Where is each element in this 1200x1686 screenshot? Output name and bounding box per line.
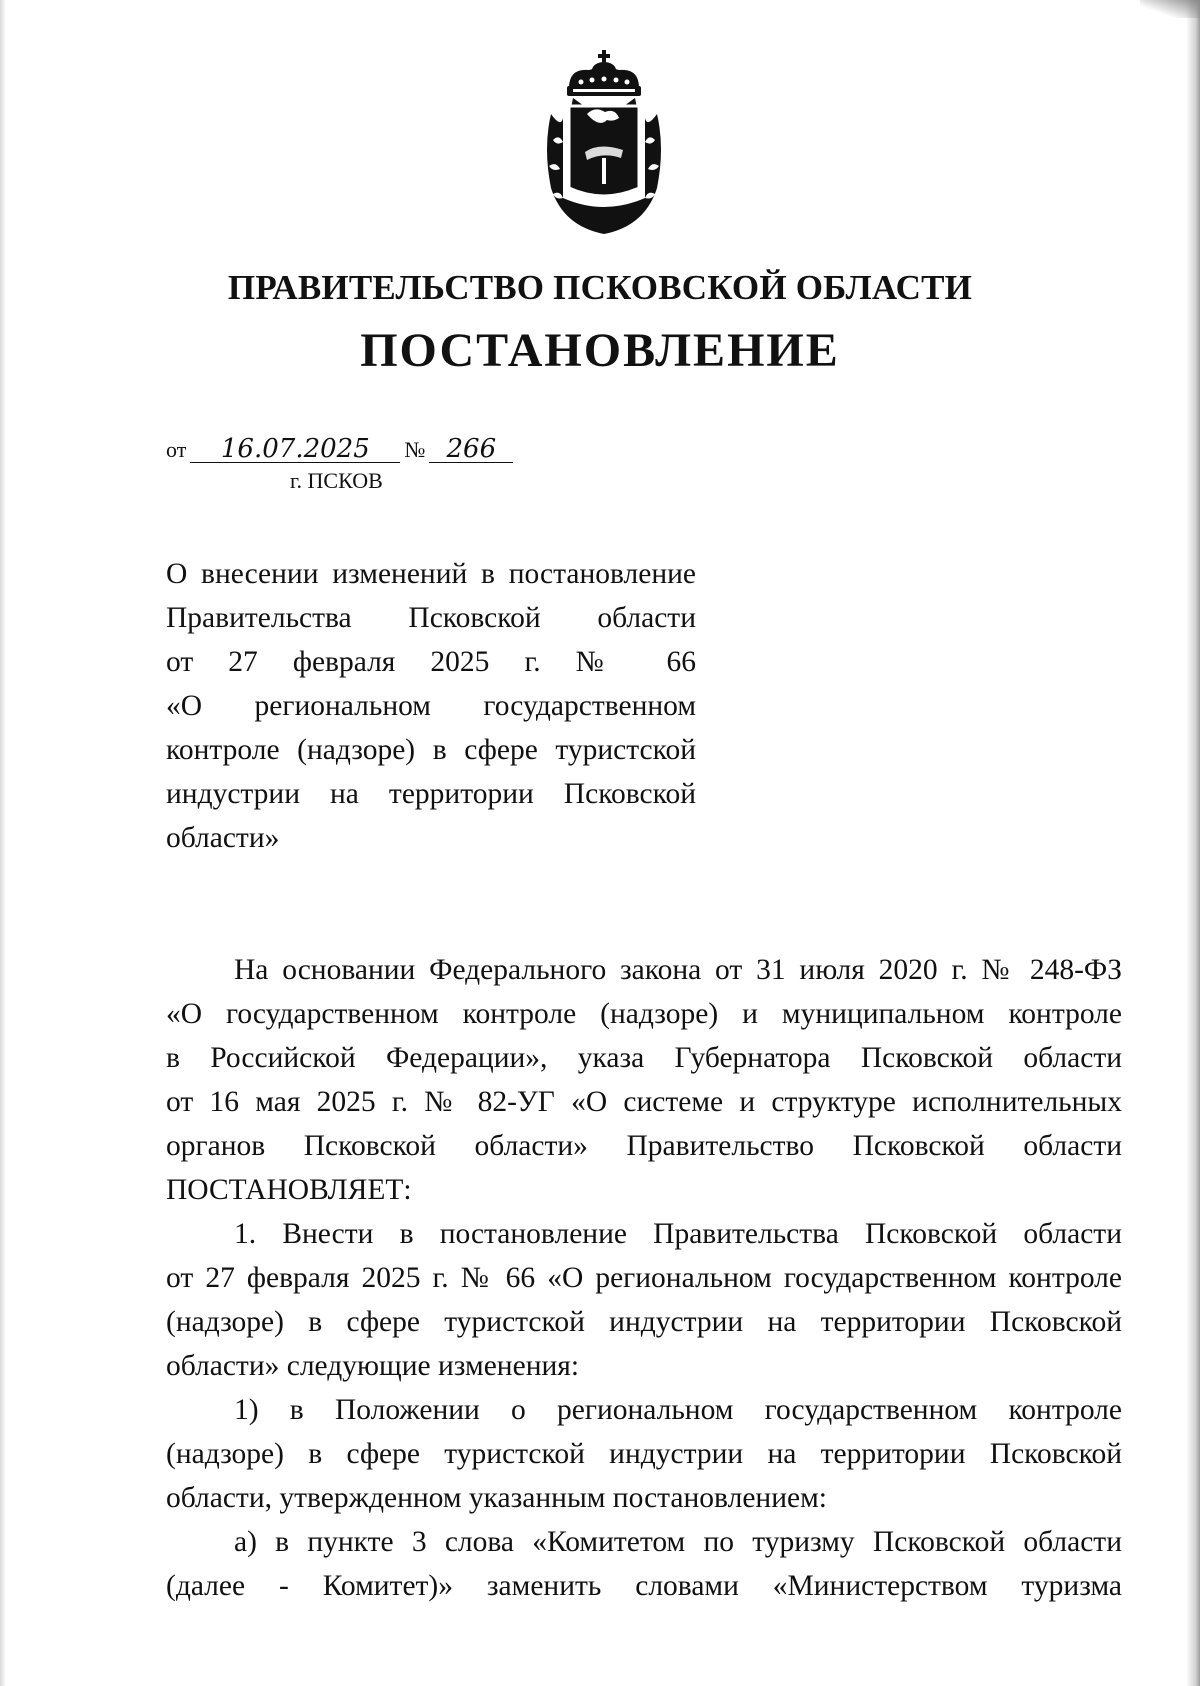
body-line: (далее - Комитет)» заменить словами «Министерством туризма	[166, 1570, 1122, 1602]
subject-line: индустрии на территории Псковской	[166, 778, 696, 810]
body-line: органов Псковской области» Правительство Псковской области	[166, 1130, 1122, 1162]
body-line: На основании Федерального закона от 31 июля 2020 г. № 248-ФЗ	[234, 954, 1122, 986]
body-line: области, утвержденном указанным постановлением:	[166, 1482, 827, 1514]
body-line: от 16 мая 2025 г. № 82-УГ «О системе и структуре исполнительных	[166, 1086, 1122, 1118]
body-line: в Российской Федерации», указа Губернатора Псковской области	[166, 1042, 1122, 1074]
scan-edge-left	[0, 0, 6, 1686]
body-line: области» следующие изменения:	[166, 1350, 580, 1382]
date-label: от	[166, 437, 187, 462]
scan-edge-right	[1186, 0, 1200, 1686]
scan-corner-shadow	[1140, 0, 1200, 18]
subject-line: Правительства Псковской области	[166, 602, 696, 634]
body-line: а) в пункте 3 слова «Комитетом по туризму Псковской области	[234, 1526, 1122, 1558]
document-type-title: ПОСТАНОВЛЕНИЕ	[360, 324, 840, 377]
coat-of-arms-icon	[529, 48, 679, 238]
body-line: (надзоре) в сфере туристской индустрии на территории Псковской	[166, 1438, 1122, 1470]
document-city: г. ПСКОВ	[290, 468, 383, 493]
subject-line: О внесении изменений в постановление	[166, 558, 696, 590]
government-title: ПРАВИТЕЛЬСТВО ПСКОВСКОЙ ОБЛАСТИ	[227, 268, 973, 307]
subject-line: контроле (надзоре) в сфере туристской	[166, 734, 696, 766]
number-label: №	[404, 437, 426, 462]
document-subject	[166, 552, 696, 860]
body-line: ПОСТАНОВЛЯЕТ:	[166, 1174, 412, 1206]
document-dateline	[166, 436, 513, 463]
body-line: 1. Внести в постановление Правительства Псковской области	[234, 1218, 1122, 1250]
subject-line: от 27 февраля 2025 г. № 66	[166, 646, 696, 678]
document-date: 16.07.2025	[190, 436, 400, 463]
document-body	[166, 948, 1122, 1608]
body-line: 1) в Положении о региональном государственном контроле	[234, 1394, 1122, 1426]
document-number: 266	[429, 436, 513, 463]
body-line: «О государственном контроле (надзоре) и муниципальном контроле	[166, 998, 1122, 1030]
subject-line: «О региональном государственном	[166, 690, 696, 722]
subject-line: области»	[166, 822, 280, 854]
body-line: (надзоре) в сфере туристской индустрии на территории Псковской	[166, 1306, 1122, 1338]
body-line: от 27 февраля 2025 г. № 66 «О региональном государственном контроле	[166, 1262, 1122, 1294]
